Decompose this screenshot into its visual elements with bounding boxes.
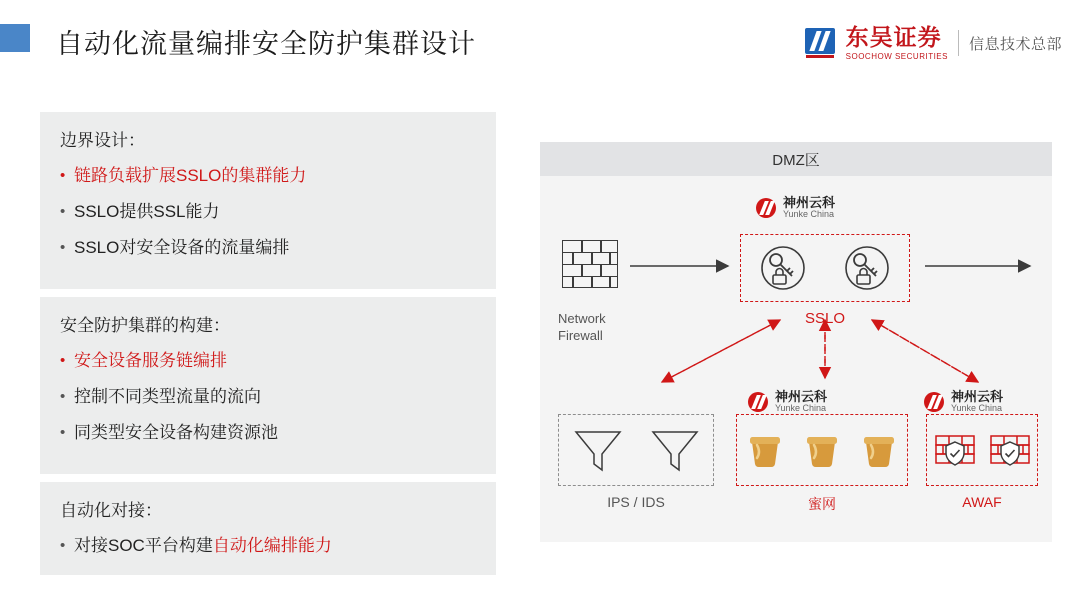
awaf-device-group xyxy=(926,414,1038,486)
firewall-label-line2: Firewall xyxy=(558,328,603,343)
bullet-dot-icon: • xyxy=(60,537,66,554)
list-item xyxy=(60,422,476,444)
sslo-device-group xyxy=(740,234,910,302)
shield-wall-icon xyxy=(932,428,978,472)
list-item-label: 同类型安全设备构建资源池 xyxy=(74,423,278,442)
brand-mark-icon xyxy=(805,28,839,58)
vendor-mark-icon xyxy=(748,392,770,412)
funnel-icon xyxy=(649,426,701,474)
vendor-name-en: Yunke China xyxy=(951,403,1003,413)
vendor-name-en: Yunke China xyxy=(783,209,835,219)
honeynet-device-group xyxy=(736,414,908,486)
funnel-icon xyxy=(572,426,624,474)
vendor-name-cn: 神州云科 xyxy=(775,389,828,404)
firewall-brick-icon xyxy=(562,240,618,288)
bullet-dot-icon: • xyxy=(60,424,66,441)
content-block-automation xyxy=(40,482,496,575)
key-lock-icon xyxy=(759,244,807,292)
sslo-label: SSLO xyxy=(804,310,846,327)
vendor-name-cn: 神州云科 xyxy=(783,195,836,210)
vendor-logo-ssl xyxy=(756,196,835,220)
list-item-label: 控制不同类型流量的流向 xyxy=(74,387,261,406)
honeypot-icon xyxy=(745,428,785,472)
list-item xyxy=(60,237,476,259)
list-item xyxy=(60,535,476,557)
list-item-label: SSLO对安全设备的流量编排 xyxy=(74,238,290,257)
honeypot-icon xyxy=(859,428,899,472)
list-item-label xyxy=(74,535,332,557)
block-title: 自动化对接： xyxy=(60,501,162,520)
vendor-name-cn: 神州云科 xyxy=(951,389,1004,404)
left-content-panel xyxy=(40,112,496,583)
awaf-label: AWAF xyxy=(962,494,1002,510)
ips-ids-label: IPS / IDS xyxy=(607,494,665,510)
list-item-highlight: 自动化编排能力 xyxy=(212,536,332,555)
dmz-zone-label: DMZ区 xyxy=(540,142,1052,176)
list-item xyxy=(60,386,476,408)
content-block-security-cluster xyxy=(40,297,496,474)
vendor-mark-icon xyxy=(756,198,778,218)
vendor-name-en: Yunke China xyxy=(775,403,827,413)
list-item xyxy=(60,350,476,372)
honeypot-icon xyxy=(802,428,842,472)
honeynet-label: 蜜网 xyxy=(808,496,836,512)
list-item xyxy=(60,165,476,187)
block-title: 安全防护集群的构建： xyxy=(60,316,230,335)
bullet-dot-icon: • xyxy=(60,352,66,369)
list-item-label: 链路负载扩展SSLO的集群能力 xyxy=(74,166,307,185)
firewall-label xyxy=(558,310,606,344)
title-accent-bar xyxy=(0,24,30,52)
vendor-mark-icon xyxy=(924,392,946,412)
firewall-label-line1: Network xyxy=(558,311,606,326)
architecture-diagram xyxy=(540,142,1052,542)
list-item-prefix: 对接SOC平台构建 xyxy=(74,536,213,555)
brand-name-cn: 东吴证券 xyxy=(845,23,942,50)
bullet-dot-icon: • xyxy=(60,388,66,405)
brand-logo xyxy=(805,23,1062,61)
brand-department: 信息技术总部 xyxy=(968,35,1062,53)
brand-text xyxy=(845,23,948,61)
list-item xyxy=(60,201,476,223)
key-lock-icon xyxy=(843,244,891,292)
bullet-dot-icon: • xyxy=(60,203,66,220)
list-item-label: 安全设备服务链编排 xyxy=(74,351,227,370)
brand-name-en: SOOCHOW SECURITIES xyxy=(845,51,948,61)
brand-divider xyxy=(958,30,959,56)
bullet-dot-icon: • xyxy=(60,239,66,256)
content-block-boundary-design xyxy=(40,112,496,289)
bullet-dot-icon: • xyxy=(60,167,66,184)
list-item-label: SSLO提供SSL能力 xyxy=(74,202,220,221)
vendor-logo-awaf xyxy=(924,390,1003,414)
vendor-logo-honeynet xyxy=(748,390,827,414)
ips-ids-device-group xyxy=(558,414,714,486)
page-title: 自动化流量编排安全防护集群设计 xyxy=(56,29,476,59)
block-title: 边界设计： xyxy=(60,131,145,150)
shield-wall-icon xyxy=(987,428,1033,472)
